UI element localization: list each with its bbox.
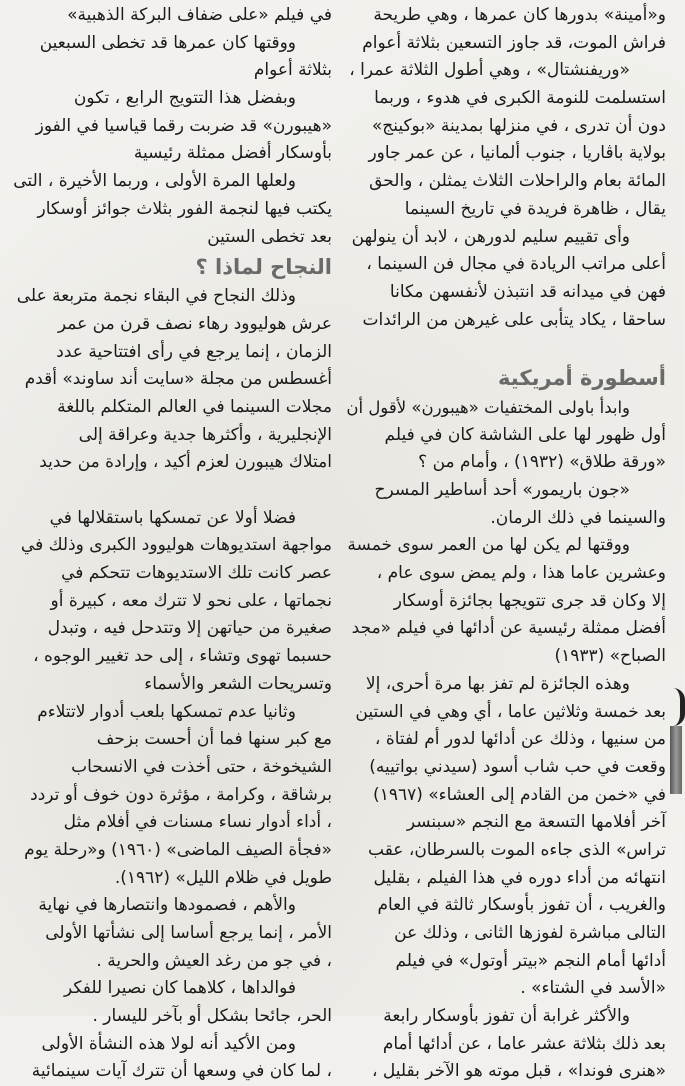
- text-line: ووقتها لم يكن لها من العمر سوى خمسة: [347, 535, 630, 556]
- text-line: «ورقة طلاق» (١٩٣٢) ، وأمام من ؟: [418, 452, 666, 473]
- text-line: برشاقة ، وكرامة ، مؤثرة دون خوف أو تردد: [30, 784, 332, 805]
- spacer: [6, 477, 332, 505]
- text-line: تراس» الذى جاءه الموت بالسرطان، عقب: [368, 839, 666, 860]
- text-line: مع كبر سنها فما أن أحست بزحف: [96, 729, 332, 750]
- text-line: بولاية باڤاريا ، جنوب ألمانيا ، عن عمر جاور: [368, 143, 666, 164]
- text-line: الصباح» (١٩٣٣): [554, 646, 666, 667]
- text-line: أغسطس من مجلة «سايت أند ساوند» أقدم: [24, 369, 332, 390]
- text-line: وأى تقييم سليم لدورهن ، لابد أن ينولهن: [351, 226, 630, 247]
- text-line: والسينما في ذلك الرمان.: [490, 507, 666, 528]
- text-line: فهن في ميدانه قد انتبذن لأنفسهن مكانا: [389, 281, 666, 302]
- text-line: فوالداها ، كلاهما كان نصيرا للفكر: [64, 978, 296, 999]
- text-line: «فجأة الصيف الماضى» (١٩٦٠) و«رحلة يوم: [24, 839, 332, 860]
- text-line: في فيلم «على ضفاف البركة الذهبية»: [67, 5, 332, 25]
- text-line: يكتب فيها لنجمة الفور بثلاث جوائز أوسكار: [37, 198, 332, 219]
- text-line: الإنجليرية ، وأكثرها جدية وعراقة إلى: [78, 424, 332, 445]
- text-line: أفضل ممثلة رئيسية عن أدائها في فيلم «مجد: [351, 618, 666, 639]
- text-line: «هنرى فوندا» ، قبل موته هو الآخر بقليل ،: [372, 1061, 666, 1082]
- text-line: حسبما تهوى وتشاء ، إلى حد تغيير الوجوه ،: [33, 646, 332, 667]
- text-line: وثانيا عدم تمسكها بلعب أدوار لاتتلاءم: [37, 701, 296, 722]
- text-line: والأكثر غرابة أن تفوز بأوسكار رابعة: [383, 1006, 630, 1027]
- text-line: الشيخوخة ، حتى أخذت في الانسحاب: [71, 756, 332, 777]
- paragraph: [346, 2, 666, 224]
- text-line: أدائها أمام النجم «بيتر أوتول» في فيلم: [395, 950, 666, 971]
- paragraph: [6, 168, 332, 251]
- paragraph: [346, 394, 666, 477]
- paragraph: [6, 30, 332, 85]
- text-line: بثلاثة أعوام: [253, 60, 332, 81]
- page-edge-bar-mark: [670, 726, 682, 794]
- text-line: بعد تخطى الستين: [207, 226, 332, 247]
- text-line: بأوسكار أفضل ممثلة رئيسية: [133, 143, 332, 164]
- text-line: طويل في ظلام الليل» (١٩٦٢).: [114, 867, 332, 888]
- text-line: ووقتها كان عمرها قد تخطى السبعين: [39, 32, 296, 53]
- paragraph: [346, 224, 666, 335]
- text-line: دون أن تدرى ، في منزلها بمدينة «بوكينج»: [371, 115, 666, 136]
- text-line: وهذه الجائزة لم تفز بها مرة أحرى، إلا: [365, 673, 630, 694]
- text-line: صغيرة من حياتهن إلا وتتدحل فيه ، وتبدل: [47, 618, 332, 639]
- text-line: التالى مباشرة لفوزها الثانى ، وذلك عن: [394, 923, 666, 943]
- text-line: انتهائه من أداء دوره في هذا الفيلم ، بقليل: [373, 867, 666, 888]
- section-heading: أسطورة أمريكية: [498, 365, 666, 390]
- text-line: المائة بعام والراحلات الثلاث يمثلن ، والحق: [369, 171, 666, 192]
- text-line: «هيبورن» قد ضربت رقما قياسيا في الفوز: [35, 115, 332, 136]
- text-line: وبفضل هذا التتويج الرابع ، تكون: [73, 88, 296, 109]
- paragraph: [346, 477, 666, 532]
- text-line: وابدأ باولى المختفيات «هيبورن» لأقول أن: [346, 397, 630, 417]
- page-edge-bracket-mark: [672, 688, 685, 726]
- text-line: الحر، جائحا بشكل أو بآخر لليسار .: [92, 1006, 332, 1027]
- text-line: ساحقا ، يكاد يتأبى على غيرهن من الرائدات: [362, 309, 666, 330]
- text-line: ولعلها المرة الأولى ، وربما الأخيرة ، التى: [13, 171, 296, 192]
- text-line: بعد خمسة وثلاثين عاما ، أي وهي في الستين: [355, 701, 666, 722]
- text-line: والأهم ، فصمودها وانتصارها في نهاية: [38, 895, 296, 916]
- article-column-right: [346, 2, 666, 1086]
- paragraph: [6, 505, 332, 699]
- section-heading: النجاح لماذا ؟: [195, 255, 332, 280]
- paragraph: [346, 671, 666, 1003]
- text-line: والغريب ، أن تفوز بأوسكار ثالثة في العام: [377, 895, 666, 916]
- text-line: «وريفنشتال» ، وهي أطول الثلاثة عمرا ،: [349, 60, 630, 81]
- paragraph: [6, 975, 332, 1030]
- text-line: وقعت في حب شاب أسود (سيدني بواتييه): [369, 756, 666, 777]
- paragraph: [346, 1003, 666, 1086]
- text-line: مواجهة استديوهات هوليوود الكبرى وذلك في: [20, 535, 332, 556]
- spacer: [346, 334, 666, 362]
- paragraph: [346, 532, 666, 670]
- text-line: استسلمت للنومة الكبرى في هدوء ، وربما: [374, 88, 666, 109]
- text-line: امتلاك هيبورن لعزم أكيد ، وإرادة من حديد: [39, 452, 332, 473]
- text-line: مجلات السينما في العالم المتكلم باللغة: [57, 396, 332, 417]
- text-line: و«أمينة» بدورها كان عمرها ، وهي طريحة: [373, 5, 666, 25]
- paragraph: [6, 699, 332, 893]
- paragraph: [6, 85, 332, 168]
- text-line: أول ظهور لها على الشاشة كان في فيلم: [384, 424, 666, 445]
- text-line: «جون باريمور» أحد أساطير المسرح: [374, 480, 630, 500]
- text-line: نجماتها ، على نحو لا تترك معه ، كبيرة أو: [50, 590, 332, 611]
- article-column-left: [6, 2, 332, 1086]
- text-line: وعشرين عاما هذا ، ولم يمض سوى عام ،: [376, 563, 666, 584]
- text-line: فراش الموت، قد جاوز التسعين بثلاثة أعوام: [362, 32, 666, 53]
- text-line: «الأسد في الشتاء» .: [520, 978, 666, 999]
- text-line: وتسريحات الشعر والأسماء: [144, 673, 332, 694]
- text-line: الأمر ، إنما يرجع أساسا إلى نشأتها الأولى: [45, 923, 332, 943]
- text-line: ، لما كان في وسعها أن تترك آيات سينمائية: [31, 1061, 332, 1082]
- paragraph: [6, 892, 332, 975]
- text-line: يقال ، ظاهرة فريدة في تاريخ السينما: [404, 198, 666, 219]
- text-line: الزمان ، إنما يرجع في رأى افتتاحية عدد: [56, 341, 332, 362]
- text-line: عصر كانت تلك الاستديوهات تتحكم في: [61, 563, 332, 584]
- text-line: ، في جو من رغد العيش والحرية .: [96, 950, 332, 971]
- text-line: في «خمن من القادم إلى العشاء» (١٩٦٧): [373, 784, 666, 805]
- text-line: بعد ذلك بثلاثة عشر عاما ، عن أدائها أمام: [382, 1033, 666, 1054]
- text-line: عرش هوليوود رهاء نصف قرن من عمر: [57, 313, 332, 334]
- text-line: وذلك النجاح في البقاء نجمة متربعة على: [16, 286, 296, 307]
- text-line: آخر أفلامها التسعة مع النجم «سبنسر: [406, 812, 666, 833]
- text-line: أعلى مراتب الريادة في مجال فن السينما ،: [366, 254, 666, 275]
- text-line: ، أداء أدوار نساء مسنات في أفلام مثل: [63, 812, 332, 833]
- text-line: من سنيها ، وذلك عن أدائها لدور أم لفتاة ،: [374, 729, 666, 750]
- text-line: ومن الأكيد أنه لولا هذه النشأة الأولى: [41, 1033, 296, 1054]
- text-line: فضلا أولا عن تمسكها باستقلالها في: [49, 507, 296, 528]
- text-line: إلا وكان قد جرى تتويجها بجائزة أوسكار: [393, 590, 666, 611]
- paragraph: [6, 283, 332, 477]
- paragraph: [6, 1031, 332, 1086]
- paragraph: [6, 2, 332, 30]
